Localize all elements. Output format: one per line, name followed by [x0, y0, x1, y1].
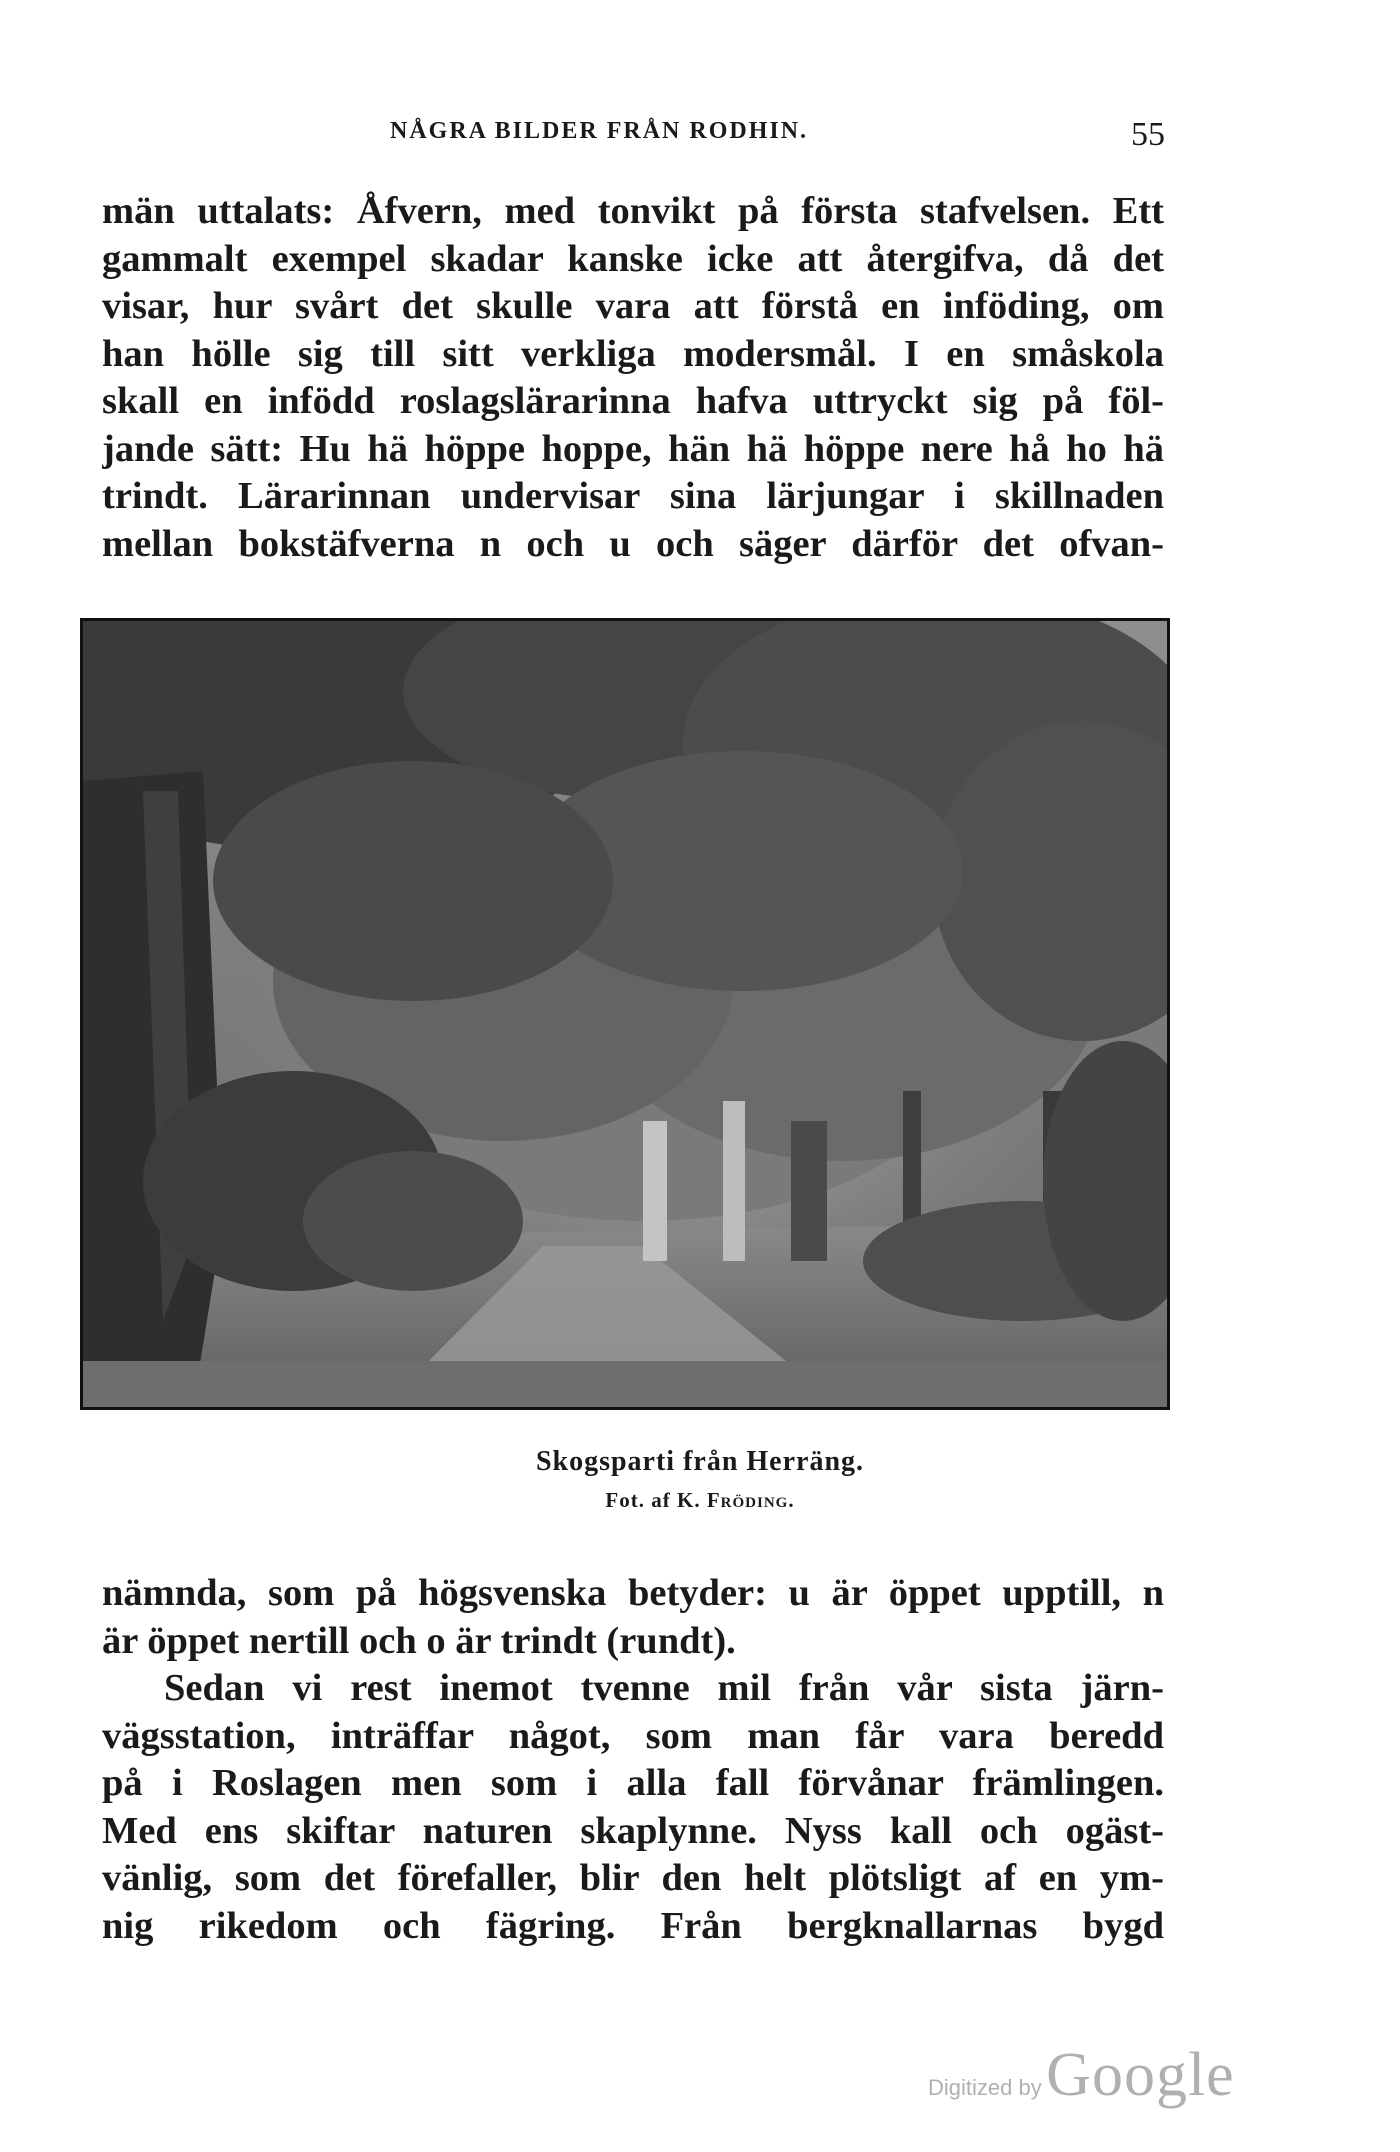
text-line: jande sätt: Hu hä höppe hoppe, hän hä höppe nere hå ho hä	[102, 427, 1164, 470]
body-text-top	[102, 188, 1164, 568]
body-text-bottom	[102, 1570, 1164, 1950]
forest-scene-image	[83, 621, 1167, 1407]
text-line: på i Roslagen men som i alla fall förvånar främlingen.	[102, 1762, 1164, 1804]
figure-credit	[0, 1488, 1400, 1513]
text-line: Med ens skiftar naturen skaplynne. Nyss kall och ogäst-	[102, 1809, 1164, 1852]
text-line: gammalt exempel skadar kanske icke att återgifva, då det	[102, 237, 1164, 280]
credit-prefix: Fot. af K.	[605, 1488, 701, 1512]
text-line: mellan bokstäfverna n och u och säger därför det ofvan-	[102, 522, 1164, 565]
credit-name: Fröding.	[706, 1488, 795, 1512]
text-line: är öppet nertill och o är trindt (rundt).	[102, 1619, 736, 1662]
watermark-prefix: Digitized by	[928, 2075, 1042, 2100]
text-line: visar, hur svårt det skulle vara att förstå en inföding, om	[102, 285, 1164, 327]
text-line: nämnda, som på högsvenska betyder: u är öppet upptill, n	[102, 1572, 1164, 1614]
text-line: skall en infödd roslagslärarinna hafva uttryckt sig på föl-	[102, 380, 1164, 422]
forest-photograph	[80, 618, 1170, 1410]
text-line: nig rikedom och fägring. Från bergknallarnas bygd	[102, 1904, 1164, 1947]
google-logo: Google	[1046, 2041, 1235, 2109]
running-head: NÅGRA BILDER FRÅN RODHIN.	[390, 118, 809, 144]
digitized-watermark	[928, 2040, 1235, 2111]
text-line: trindt. Lärarinnan undervisar sina lärjungar i skillnaden	[102, 475, 1164, 517]
text-line: män uttalats: Åfvern, med tonvikt på första stafvelsen. Ett	[102, 190, 1164, 232]
page-header	[100, 118, 1165, 158]
text-line: han hölle sig till sitt verkliga modersmål. I en småskola	[102, 332, 1164, 375]
text-line: Sedan vi rest inemot tvenne mil från vår sista järn-	[164, 1667, 1164, 1709]
text-line: vägsstation, inträffar något, som man får vara beredd	[102, 1714, 1164, 1757]
page-number: 55	[1131, 116, 1165, 153]
text-line: vänlig, som det förefaller, blir den helt plötsligt af en ym-	[102, 1857, 1164, 1899]
figure-caption: Skogsparti från Herräng.	[535, 1446, 865, 1477]
